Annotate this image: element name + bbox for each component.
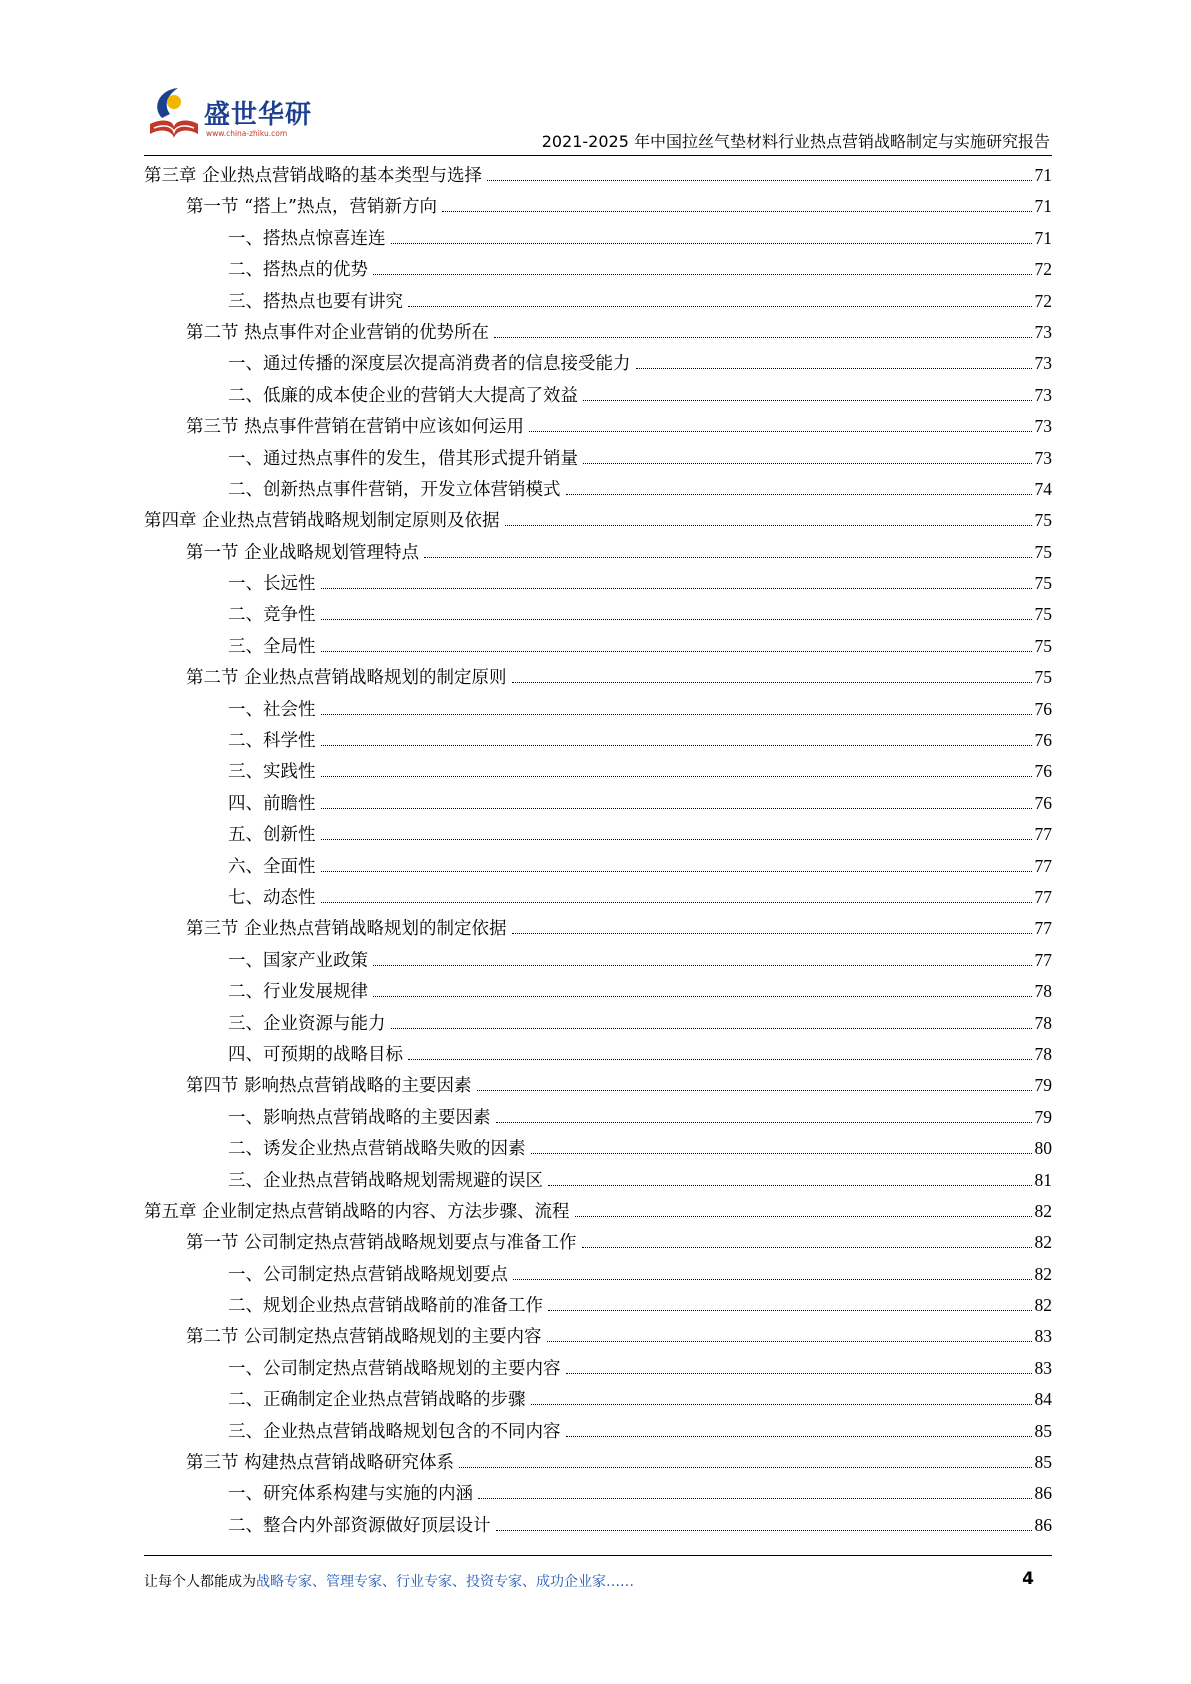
toc-entry[interactable] bbox=[144, 1478, 1052, 1509]
toc-entry[interactable] bbox=[144, 286, 1052, 317]
toc-entry-page: 73 bbox=[1034, 447, 1052, 468]
toc-entry[interactable] bbox=[144, 348, 1052, 379]
toc-entry-title: 第三节 企业热点营销战略规划的制定依据 bbox=[186, 919, 507, 940]
toc-entry[interactable] bbox=[144, 913, 1052, 944]
toc-leader-dots bbox=[373, 274, 1032, 275]
toc-entry-page: 80 bbox=[1034, 1138, 1052, 1159]
toc-entry-page: 84 bbox=[1034, 1389, 1052, 1410]
toc-entry[interactable] bbox=[144, 537, 1052, 568]
toc-entry[interactable] bbox=[144, 443, 1052, 474]
toc-entry-title: 第四节 影响热点营销战略的主要因素 bbox=[186, 1076, 472, 1097]
toc-leader-dots bbox=[583, 400, 1032, 401]
toc-entry[interactable] bbox=[144, 1416, 1052, 1447]
toc-leader-dots bbox=[548, 1185, 1032, 1186]
toc-entry-title: 第二节 企业热点营销战略规划的制定原则 bbox=[186, 668, 507, 689]
toc-entry[interactable] bbox=[144, 1227, 1052, 1258]
toc-leader-dots bbox=[477, 1090, 1032, 1091]
toc-leader-dots bbox=[529, 431, 1031, 432]
toc-entry-title: 一、社会性 bbox=[228, 699, 316, 720]
toc-leader-dots bbox=[321, 776, 1032, 777]
toc-entry-title: 四、可预期的战略目标 bbox=[228, 1044, 403, 1065]
toc-leader-dots bbox=[496, 1122, 1032, 1123]
toc-leader-dots bbox=[566, 1436, 1032, 1437]
toc-entry-title: 六、全面性 bbox=[228, 856, 316, 877]
toc-entry[interactable] bbox=[144, 505, 1052, 536]
toc-entry[interactable] bbox=[144, 819, 1052, 850]
toc-entry-title: 第四章 企业热点营销战略规划制定原则及依据 bbox=[144, 511, 500, 532]
table-of-contents bbox=[144, 160, 1052, 1541]
toc-entry[interactable] bbox=[144, 1353, 1052, 1384]
toc-entry[interactable] bbox=[144, 725, 1052, 756]
toc-entry-title: 三、企业热点营销战略规划包含的不同内容 bbox=[228, 1421, 561, 1442]
toc-leader-dots bbox=[321, 651, 1032, 652]
toc-entry[interactable] bbox=[144, 1165, 1052, 1196]
toc-leader-dots bbox=[408, 1059, 1032, 1060]
toc-entry[interactable] bbox=[144, 694, 1052, 725]
footer-slogan bbox=[144, 1571, 634, 1591]
toc-entry-title: 三、实践性 bbox=[228, 762, 316, 783]
toc-entry[interactable] bbox=[144, 1133, 1052, 1164]
toc-entry-title: 二、低廉的成本使企业的营销大大提高了效益 bbox=[228, 385, 578, 406]
toc-entry-title: 三、企业资源与能力 bbox=[228, 1013, 386, 1034]
toc-entry[interactable] bbox=[144, 411, 1052, 442]
toc-entry-page: 74 bbox=[1034, 478, 1052, 499]
header-divider bbox=[144, 155, 1052, 156]
toc-entry-page: 78 bbox=[1034, 1012, 1052, 1033]
toc-leader-dots bbox=[321, 902, 1032, 903]
toc-leader-dots bbox=[321, 588, 1032, 589]
toc-leader-dots bbox=[321, 839, 1032, 840]
toc-entry-page: 78 bbox=[1034, 981, 1052, 1002]
toc-entry-page: 82 bbox=[1034, 1232, 1052, 1253]
toc-entry[interactable] bbox=[144, 599, 1052, 630]
logo-url: www.china-zhiku.com bbox=[206, 129, 288, 138]
toc-entry[interactable] bbox=[144, 317, 1052, 348]
toc-leader-dots bbox=[512, 933, 1032, 934]
toc-entry-title: 二、创新热点事件营销，开发立体营销模式 bbox=[228, 479, 561, 500]
toc-entry[interactable] bbox=[144, 1102, 1052, 1133]
toc-entry-title: 二、科学性 bbox=[228, 731, 316, 752]
toc-entry-page: 82 bbox=[1034, 1295, 1052, 1316]
toc-entry-page: 75 bbox=[1034, 541, 1052, 562]
logo-emblem-icon bbox=[144, 84, 204, 146]
toc-entry[interactable] bbox=[144, 1070, 1052, 1101]
toc-leader-dots bbox=[636, 368, 1032, 369]
toc-entry-page: 77 bbox=[1034, 918, 1052, 939]
toc-leader-dots bbox=[496, 1530, 1032, 1531]
toc-leader-dots bbox=[531, 1153, 1032, 1154]
toc-entry[interactable] bbox=[144, 568, 1052, 599]
toc-leader-dots bbox=[494, 337, 1031, 338]
toc-leader-dots bbox=[321, 745, 1032, 746]
toc-entry[interactable] bbox=[144, 254, 1052, 285]
toc-entry-title: 第一节 公司制定热点营销战略规划要点与准备工作 bbox=[186, 1233, 577, 1254]
toc-leader-dots bbox=[321, 619, 1032, 620]
toc-entry-page: 75 bbox=[1034, 510, 1052, 531]
toc-entry[interactable] bbox=[144, 882, 1052, 913]
toc-leader-dots bbox=[582, 1247, 1032, 1248]
toc-entry-title: 一、研究体系构建与实施的内涵 bbox=[228, 1484, 473, 1505]
toc-entry-page: 82 bbox=[1034, 1200, 1052, 1221]
toc-entry-page: 76 bbox=[1034, 761, 1052, 782]
toc-entry-page: 73 bbox=[1034, 416, 1052, 437]
toc-entry-page: 76 bbox=[1034, 698, 1052, 719]
toc-entry-title: 二、正确制定企业热点营销战略的步骤 bbox=[228, 1390, 526, 1411]
toc-entry-page: 75 bbox=[1034, 635, 1052, 656]
toc-entry-title: 二、行业发展规律 bbox=[228, 982, 368, 1003]
toc-entry-title: 第一节 企业战略规划管理特点 bbox=[186, 542, 420, 563]
toc-leader-dots bbox=[459, 1467, 1031, 1468]
toc-leader-dots bbox=[487, 180, 1031, 181]
toc-entry-title: 三、企业热点营销战略规划需规避的误区 bbox=[228, 1170, 543, 1191]
toc-leader-dots bbox=[547, 1341, 1032, 1342]
toc-entry-page: 75 bbox=[1034, 573, 1052, 594]
logo-name: 盛世华研 bbox=[204, 100, 313, 130]
toc-leader-dots bbox=[566, 1373, 1032, 1374]
company-logo bbox=[144, 84, 324, 146]
toc-entry[interactable] bbox=[144, 191, 1052, 222]
toc-entry[interactable] bbox=[144, 1039, 1052, 1070]
toc-entry-title: 三、全局性 bbox=[228, 636, 316, 657]
toc-entry-page: 73 bbox=[1034, 353, 1052, 374]
toc-leader-dots bbox=[512, 682, 1032, 683]
toc-entry-title: 三、搭热点也要有讲究 bbox=[228, 291, 403, 312]
report-title: 2021-2025 年中国拉丝气垫材料行业热点营销战略制定与实施研究报告 bbox=[541, 132, 1050, 151]
toc-entry-page: 81 bbox=[1034, 1169, 1052, 1190]
toc-entry-page: 71 bbox=[1034, 196, 1052, 217]
toc-leader-dots bbox=[575, 1216, 1032, 1217]
toc-entry-page: 73 bbox=[1034, 384, 1052, 405]
toc-leader-dots bbox=[442, 211, 1032, 212]
toc-entry-page: 77 bbox=[1034, 949, 1052, 970]
toc-leader-dots bbox=[373, 996, 1032, 997]
toc-entry-title: 一、影响热点营销战略的主要因素 bbox=[228, 1107, 491, 1128]
toc-entry-page: 77 bbox=[1034, 855, 1052, 876]
toc-entry-page: 75 bbox=[1034, 667, 1052, 688]
toc-entry-title: 第二节 公司制定热点营销战略规划的主要内容 bbox=[186, 1327, 542, 1348]
toc-entry-title: 第二节 热点事件对企业营销的优势所在 bbox=[186, 322, 490, 343]
toc-entry-title: 一、搭热点惊喜连连 bbox=[228, 228, 386, 249]
toc-entry-page: 77 bbox=[1034, 824, 1052, 845]
toc-entry-title: 一、长远性 bbox=[228, 574, 316, 595]
toc-entry-title: 七、动态性 bbox=[228, 887, 316, 908]
toc-entry[interactable] bbox=[144, 1384, 1052, 1415]
toc-leader-dots bbox=[408, 306, 1032, 307]
toc-leader-dots bbox=[583, 463, 1032, 464]
toc-entry[interactable] bbox=[144, 631, 1052, 662]
toc-entry[interactable] bbox=[144, 976, 1052, 1007]
toc-entry-page: 86 bbox=[1034, 1483, 1052, 1504]
toc-entry-title: 二、规划企业热点营销战略前的准备工作 bbox=[228, 1296, 543, 1317]
toc-entry[interactable] bbox=[144, 945, 1052, 976]
toc-leader-dots bbox=[321, 808, 1032, 809]
toc-entry[interactable] bbox=[144, 1447, 1052, 1478]
toc-entry-page: 86 bbox=[1034, 1514, 1052, 1535]
toc-entry-page: 85 bbox=[1034, 1420, 1052, 1441]
page-header bbox=[144, 80, 1052, 160]
toc-entry-page: 71 bbox=[1034, 165, 1052, 185]
toc-entry[interactable] bbox=[144, 756, 1052, 787]
toc-leader-dots bbox=[505, 525, 1032, 526]
toc-entry-page: 77 bbox=[1034, 886, 1052, 907]
toc-entry-title: 二、整合内外部资源做好顶层设计 bbox=[228, 1515, 491, 1536]
toc-leader-dots bbox=[321, 871, 1032, 872]
toc-entry-page: 75 bbox=[1034, 604, 1052, 625]
toc-entry[interactable] bbox=[144, 1259, 1052, 1290]
toc-entry-page: 76 bbox=[1034, 730, 1052, 751]
toc-leader-dots bbox=[513, 1279, 1032, 1280]
toc-entry-title: 一、公司制定热点营销战略规划要点 bbox=[228, 1264, 508, 1285]
toc-leader-dots bbox=[531, 1404, 1032, 1405]
toc-entry-title: 一、通过传播的深度层次提高消费者的信息接受能力 bbox=[228, 354, 631, 375]
toc-entry-page: 72 bbox=[1034, 259, 1052, 280]
page-footer bbox=[144, 1571, 1052, 1595]
toc-entry-title: 第一节 “搭上”热点，营销新方向 bbox=[186, 197, 437, 218]
toc-entry[interactable] bbox=[144, 1008, 1052, 1039]
toc-entry-page: 71 bbox=[1034, 227, 1052, 248]
toc-entry-page: 79 bbox=[1034, 1075, 1052, 1096]
slogan-highlight: 战略专家、管理专家、行业专家、投资专家、成功企业家…… bbox=[256, 1574, 634, 1590]
footer-divider bbox=[144, 1555, 1052, 1556]
toc-leader-dots bbox=[321, 714, 1032, 715]
toc-entry[interactable] bbox=[144, 380, 1052, 411]
toc-leader-dots bbox=[391, 1028, 1032, 1029]
toc-entry-page: 85 bbox=[1034, 1452, 1052, 1473]
toc-entry-title: 一、公司制定热点营销战略规划的主要内容 bbox=[228, 1358, 561, 1379]
page-number: 4 bbox=[1022, 1569, 1034, 1589]
toc-entry-title: 一、通过热点事件的发生，借其形式提升销量 bbox=[228, 448, 578, 469]
toc-entry[interactable] bbox=[144, 1510, 1052, 1541]
toc-entry[interactable] bbox=[144, 474, 1052, 505]
toc-entry-page: 83 bbox=[1034, 1357, 1052, 1378]
toc-entry-page: 78 bbox=[1034, 1043, 1052, 1064]
toc-leader-dots bbox=[566, 494, 1032, 495]
toc-leader-dots bbox=[548, 1310, 1032, 1311]
toc-entry-title: 二、竞争性 bbox=[228, 605, 316, 626]
toc-entry[interactable] bbox=[144, 1321, 1052, 1352]
toc-leader-dots bbox=[373, 965, 1032, 966]
toc-entry-title: 第三章 企业热点营销战略的基本类型与选择 bbox=[144, 166, 483, 186]
toc-entry[interactable] bbox=[144, 223, 1052, 254]
toc-entry[interactable] bbox=[144, 662, 1052, 693]
toc-leader-dots bbox=[424, 557, 1031, 558]
toc-entry[interactable] bbox=[144, 851, 1052, 882]
toc-leader-dots bbox=[478, 1498, 1032, 1499]
toc-entry-title: 第三节 热点事件营销在营销中应该如何运用 bbox=[186, 417, 525, 438]
toc-entry-page: 73 bbox=[1034, 321, 1052, 342]
toc-entry-title: 四、前瞻性 bbox=[228, 793, 316, 814]
toc-entry[interactable] bbox=[144, 1196, 1052, 1227]
toc-entry[interactable] bbox=[144, 1290, 1052, 1321]
toc-leader-dots bbox=[391, 243, 1032, 244]
toc-entry-page: 76 bbox=[1034, 792, 1052, 813]
toc-entry-title: 二、搭热点的优势 bbox=[228, 260, 368, 281]
toc-entry-title: 第五章 企业制定热点营销战略的内容、方法步骤、流程 bbox=[144, 1201, 570, 1222]
toc-entry-title: 二、诱发企业热点营销战略失败的因素 bbox=[228, 1139, 526, 1160]
toc-entry-title: 五、创新性 bbox=[228, 825, 316, 846]
toc-entry-page: 72 bbox=[1034, 290, 1052, 311]
toc-entry[interactable] bbox=[144, 788, 1052, 819]
toc-entry[interactable] bbox=[144, 160, 1052, 191]
slogan-prefix: 让每个人都能成为 bbox=[144, 1574, 256, 1590]
toc-entry-page: 79 bbox=[1034, 1106, 1052, 1127]
toc-entry-page: 82 bbox=[1034, 1263, 1052, 1284]
toc-entry-title: 第三节 构建热点营销战略研究体系 bbox=[186, 1453, 455, 1474]
toc-entry-title: 一、国家产业政策 bbox=[228, 950, 368, 971]
toc-entry-page: 83 bbox=[1034, 1326, 1052, 1347]
